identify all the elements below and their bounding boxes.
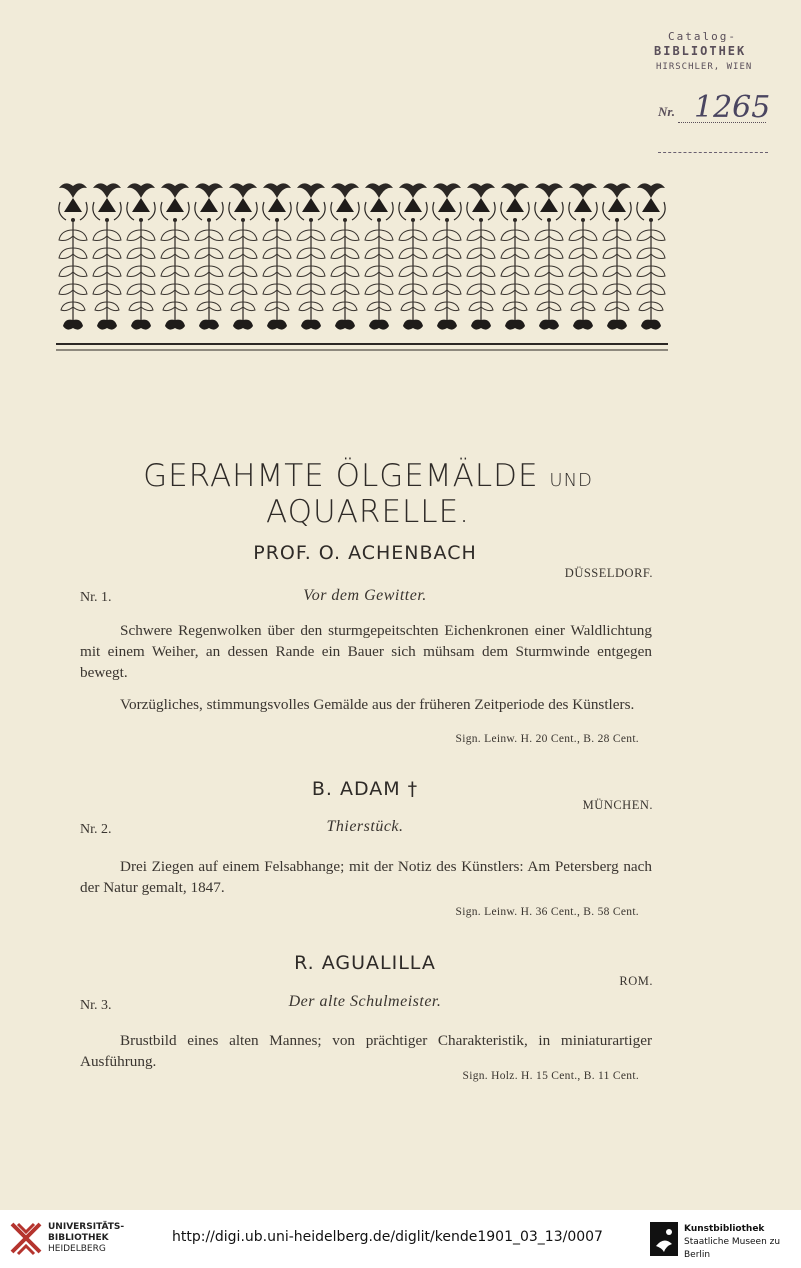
artist-city: ROM.: [619, 974, 653, 988]
kb-line-1: Kunstbibliothek: [684, 1224, 765, 1234]
work-title: Vor dem Gewitter.: [303, 587, 427, 604]
work-description: Schwere Regenwolken über den sturmgepeitschten Eichenkronen einer Waldlichtung mit einem Weiher, an dessen Rande ein Bauer sich mühsam dem Sturmwinde entgegen bewegt.: [80, 622, 652, 681]
stamp-dotted-line: [678, 122, 766, 123]
lot-number: Nr. 2.: [80, 822, 112, 837]
title-part-2: AQUARELLE.: [265, 494, 471, 530]
work-title: Der alte Schulmeister.: [288, 993, 442, 1010]
permalink-url[interactable]: http://digi.ub.uni-heidelberg.de/diglit/kende1901_03_13/0007: [172, 1229, 603, 1245]
kunstbibliothek-logo-icon: [650, 1222, 678, 1256]
decorative-ornament-band: [56, 178, 668, 358]
artist-name: R. AGUALILLA: [294, 952, 436, 974]
lot-number: Nr. 1.: [80, 590, 112, 605]
work-dimensions: Sign. Leinw. H. 36 Cent., B. 58 Cent.: [455, 906, 639, 918]
uni-line-1: UNIVERSITÄTS-: [48, 1222, 125, 1232]
lot-number: Nr. 3.: [80, 998, 112, 1013]
artist-name: B. ADAM †: [311, 778, 419, 800]
work-dimensions: Sign. Holz. H. 15 Cent., B. 11 Cent.: [462, 1070, 639, 1082]
title-und: UND: [549, 470, 593, 491]
kb-line-2: Staatliche Museen zu Berlin: [684, 1237, 781, 1260]
uni-line-2: BIBLIOTHEK: [48, 1233, 109, 1243]
stamp-dashed-line: [658, 152, 768, 153]
library-stamp: [650, 28, 778, 158]
work-description: Drei Ziegen auf einem Felsabhange; mit der Notiz des Künstlers: Am Petersberg nach der Natur gemalt, 1847.: [80, 858, 652, 896]
ornament-motifs: [59, 183, 665, 329]
university-library-logo-icon: [8, 1220, 44, 1258]
uni-line-3: HEIDELBERG: [48, 1244, 106, 1254]
stamp-line-1: Catalog-: [668, 30, 737, 43]
work-title: Thierstück.: [326, 818, 404, 835]
work-description: Brustbild eines alten Mannes; von prächtiger Charakteristik, in miniaturartiger Ausführung.: [80, 1032, 652, 1070]
digitization-footer: [0, 1210, 801, 1268]
stamp-number: 1265: [694, 90, 771, 125]
stamp-nr-label: Nr.: [658, 104, 675, 119]
artist-city: MÜNCHEN.: [582, 798, 653, 812]
catalog-section-title: [78, 458, 658, 530]
work-dimensions: Sign. Leinw. H. 20 Cent., B. 28 Cent.: [455, 733, 639, 745]
artist-name: PROF. O. ACHENBACH: [253, 542, 477, 564]
stamp-line-3: HIRSCHLER, WIEN: [656, 62, 753, 72]
work-remark: Vorzügliches, stimmungsvolles Gemälde aus der früheren Zeitperiode des Künstlers.: [120, 696, 635, 713]
stamp-line-2: BIBLIOTHEK: [654, 44, 747, 58]
university-library-name: [48, 1222, 124, 1255]
artist-city: DÜSSELDORF.: [564, 566, 653, 580]
title-part-1: GERAHMTE ÖLGEMÄLDE: [143, 458, 539, 494]
kunstbibliothek-name: [684, 1223, 801, 1262]
